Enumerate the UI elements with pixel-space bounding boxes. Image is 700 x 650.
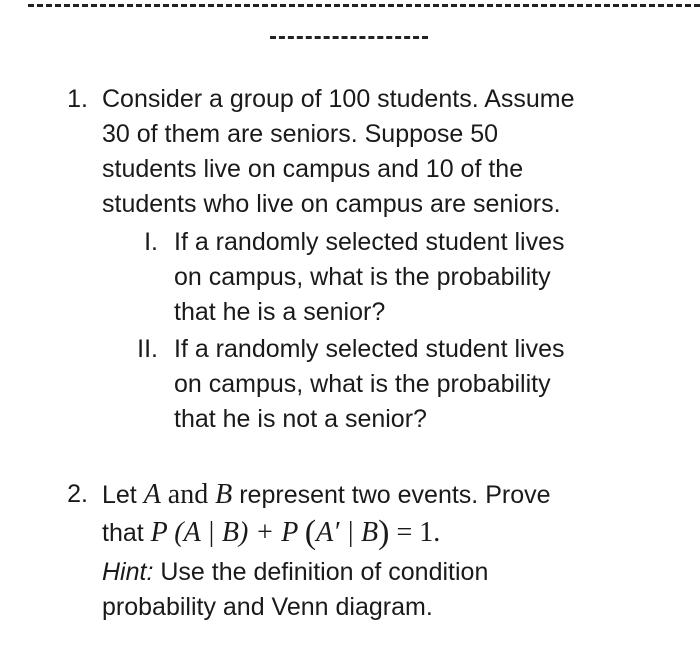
subquestion-line: on campus, what is the probability (174, 370, 551, 398)
hint-text: Use the definition of condition (153, 558, 489, 586)
question-2-line-1 (102, 477, 551, 513)
math-variable-b: B (215, 479, 233, 510)
question-2-last-line: probability and Venn diagram. (102, 593, 433, 621)
formula-rhs: = 1. (389, 517, 441, 548)
subquestion-2-label: II. (137, 335, 158, 363)
question-1-line: students who live on campus are seniors. (102, 190, 561, 218)
formula-lhs: P (A | B) + P (150, 517, 305, 548)
hint-label: Hint: (102, 558, 154, 586)
question-1-line: students live on campus and 10 of the (102, 155, 524, 183)
subquestion-line: If a randomly selected student lives (174, 228, 565, 256)
probability-formula (150, 514, 441, 551)
question-2-number: 2. (67, 480, 88, 508)
subquestion-line: on campus, what is the probability (174, 263, 551, 291)
question-1-line: 30 of them are seniors. Suppose 50 (102, 120, 499, 148)
subquestion-1-label: I. (144, 228, 158, 256)
subquestion-1-text (174, 225, 564, 330)
question-1-line: Consider a group of 100 students. Assume (102, 85, 575, 113)
q2-text: Let (102, 481, 137, 509)
q2-text: that (102, 519, 144, 547)
hint-line (102, 555, 551, 590)
formula-close-paren: ) (378, 514, 390, 551)
math-and: and (167, 479, 209, 510)
question-2-text (102, 477, 551, 625)
math-variable-a: A (143, 479, 161, 510)
question-2-line-2 (102, 515, 551, 551)
question-1-number: 1. (67, 85, 88, 113)
subquestion-2-text (174, 332, 564, 437)
formula-middle: A′ | B (316, 517, 379, 548)
subquestion-line: that he is not a senior? (174, 405, 427, 433)
question-1-text (102, 82, 575, 222)
q2-text: represent two events. Prove (239, 481, 551, 509)
short-dashed-divider (270, 36, 428, 39)
subquestion-line: If a randomly selected student lives (174, 335, 565, 363)
subquestion-line: that he is a senior? (174, 298, 386, 326)
formula-open-paren: ( (304, 514, 317, 551)
top-dashed-divider (28, 4, 700, 7)
